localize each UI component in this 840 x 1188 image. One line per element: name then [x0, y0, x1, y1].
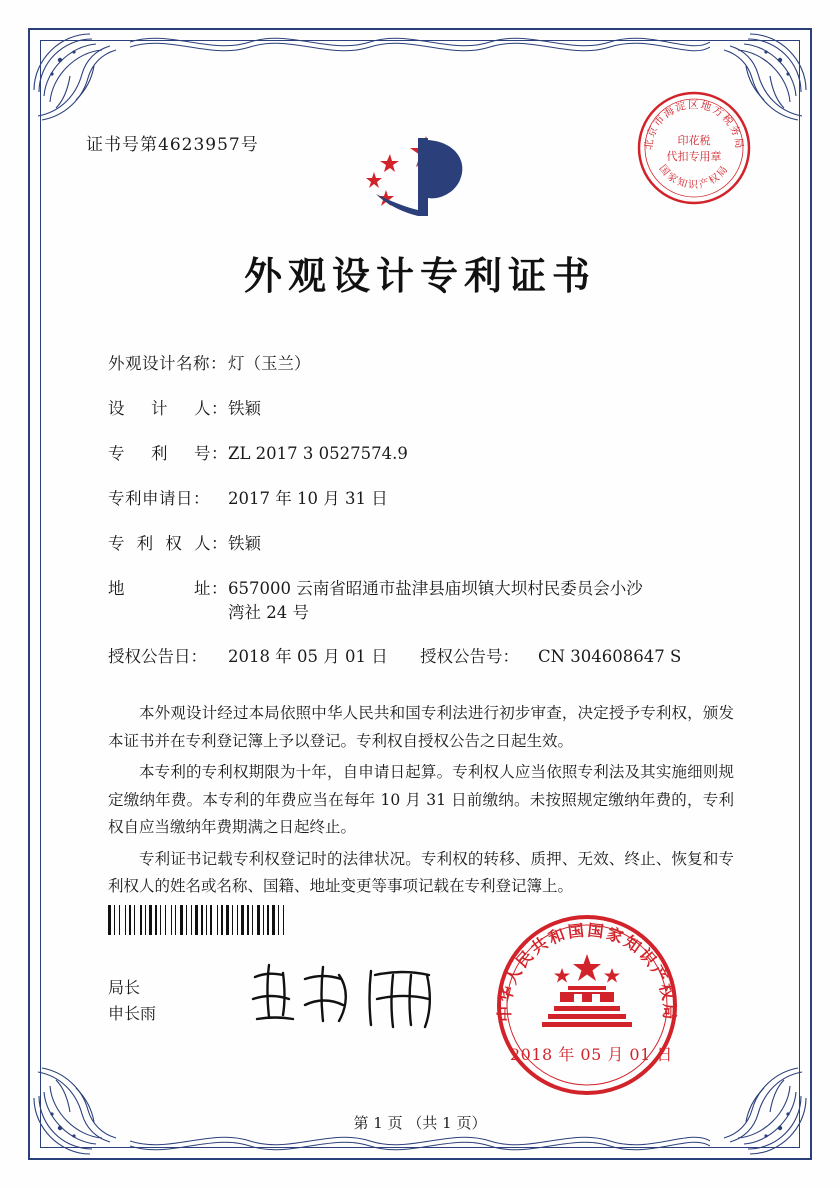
field-label: 专利申请日：	[108, 488, 210, 508]
field-grant-date	[108, 645, 420, 669]
label-char: 设	[108, 398, 125, 418]
field-value: 2017 年 10 月 31 日	[228, 488, 388, 508]
label-char: 利	[136, 533, 154, 553]
svg-text:代扣专用章: 代扣专用章	[666, 150, 722, 163]
field-value: 铁颖	[228, 533, 261, 553]
page-footer: 第 1 页 （共 1 页）	[353, 1114, 487, 1132]
national-ip-administration-seal	[492, 910, 682, 1100]
signature-block	[108, 975, 156, 1028]
field-design-name	[108, 352, 732, 376]
patent-office-logo-icon	[352, 128, 482, 223]
field-application-date	[108, 487, 732, 511]
label-char: 人：	[194, 398, 228, 418]
field-grant-row	[108, 645, 732, 669]
label-char: 人：	[193, 533, 228, 553]
field-designer	[108, 397, 732, 421]
label-char: 地	[108, 578, 125, 598]
field-label	[108, 397, 228, 421]
field-value: 铁颖	[228, 398, 261, 418]
address-line-1: 657000 云南省昭通市盐津县庙坝镇大坝村民委员会小沙	[228, 578, 643, 598]
label-char: 号：	[194, 443, 228, 463]
field-value: 2018 年 05 月 01 日	[228, 647, 388, 667]
barcode	[108, 905, 323, 935]
field-list	[108, 352, 732, 679]
svg-text:中华人民共和国国家知识产权局: 中华人民共和国国家知识产权局	[494, 920, 680, 1022]
certificate-number: 证书号第4623957号	[86, 135, 259, 155]
field-patentee	[108, 532, 732, 556]
field-address	[108, 577, 732, 625]
label-char: 计	[151, 398, 168, 418]
field-label: 外观设计名称：	[108, 354, 227, 373]
svg-text:北京市海淀区地方税务局: 北京市海淀区地方税务局	[642, 99, 746, 151]
field-label	[108, 442, 228, 466]
svg-text:印花税: 印花税	[677, 134, 711, 147]
page-title: 外观设计专利证书	[243, 253, 596, 298]
field-label: 授权公告日：	[108, 647, 207, 667]
legal-text	[108, 700, 734, 905]
director-title: 局长	[108, 978, 141, 997]
tax-stamp-seal	[634, 88, 754, 208]
label-char: 专	[108, 443, 125, 463]
director-name: 申长雨	[108, 1004, 157, 1024]
field-value: ZL 2017 3 0527574.9	[228, 443, 408, 463]
field-grant-number	[420, 645, 732, 669]
label-char: 址：	[194, 578, 228, 598]
field-label: 授权公告号：	[420, 647, 519, 667]
field-value	[228, 577, 732, 625]
field-patent-number	[108, 442, 732, 466]
field-value: CN 304608647 S	[538, 647, 682, 667]
address-line-2: 湾社 24 号	[228, 602, 309, 622]
label-char: 权	[165, 533, 183, 553]
label-char: 利	[151, 443, 168, 463]
field-label	[108, 577, 228, 625]
svg-text:国家知识产权局: 国家知识产权局	[656, 163, 732, 191]
field-label	[108, 532, 228, 556]
field-value: 灯（玉兰）	[228, 354, 311, 373]
paragraph-1: 本外观设计经过本局依照中华人民共和国专利法进行初步审查，决定授予专利权，颁发本证书并在专利登记簿上予以登记。专利权自授权公告之日起生效。	[108, 704, 734, 750]
paragraph-2: 本专利的专利权期限为十年，自申请日起算。专利权人应当依照专利法及其实施细则规定缴纳年费。本专利的年费应当在每年 10 月 31 日前缴纳。未按照规定缴纳年费的，专利权自应当缴纳年费期满之日起终止。	[108, 763, 734, 837]
paragraph-3: 专利证书记载专利权登记时的法律状况。专利权的转移、质押、无效、终止、恢复和专利权人的姓名或名称、国籍、地址变更等事项记载在专利登记簿上。	[108, 849, 734, 896]
seal-date: 2018 年 05 月 01 日	[510, 1045, 673, 1064]
handwritten-signature-icon	[243, 955, 443, 1035]
label-char: 专	[108, 533, 125, 553]
